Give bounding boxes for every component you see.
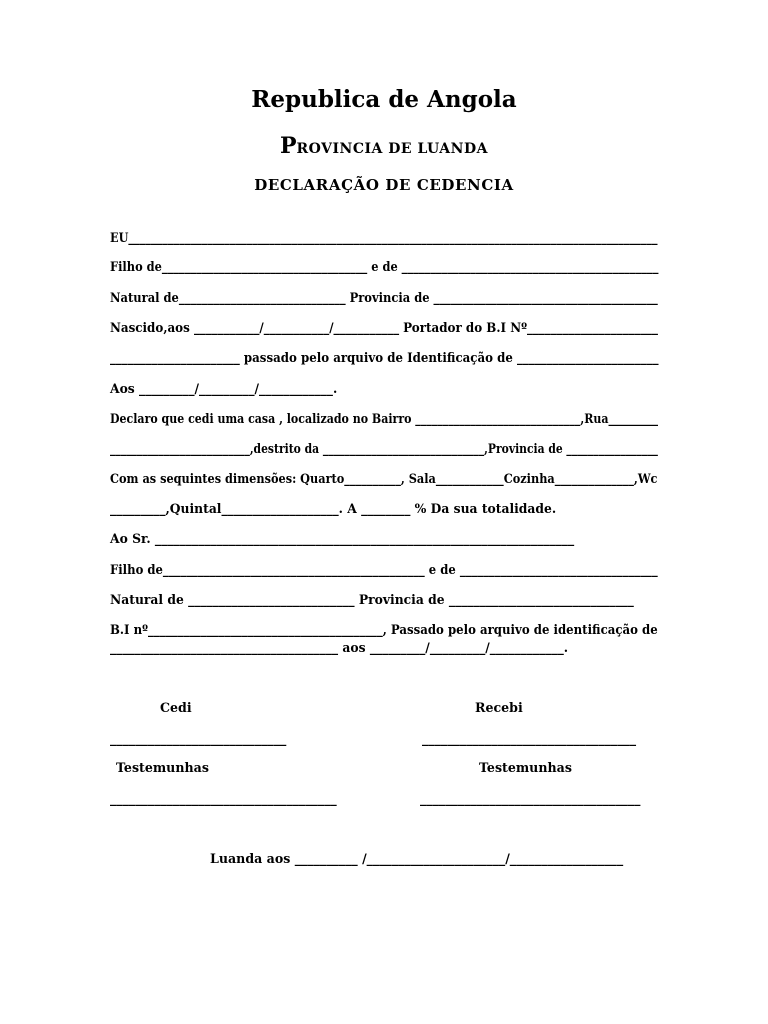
recebi-label: Recebi (475, 700, 523, 715)
form-line-natural-2: Natural de ___________________________ Provincia de ______________________________ (110, 592, 634, 607)
province-rest: ROVINCIA DE LUANDA (296, 141, 488, 157)
form-line-bi-aos: _____________________________________ aos _________/_________/____________. (110, 640, 569, 655)
witness-left-line: ____________________________________ (110, 791, 337, 806)
form-line-filho-2: Filho de_____________________________________________ e de __________________________________ (110, 562, 658, 577)
witness-left-label: Testemunhas (116, 760, 209, 775)
form-line-quintal: _________,Quintal___________________. A ________ % Da sua totalidade. (110, 501, 557, 516)
cedi-label: Cedi (160, 700, 192, 715)
province-initial: P (280, 133, 297, 159)
form-line-filho: Filho de____________________________________ e de _____________________________________________ (110, 259, 659, 274)
form-line-aos: Aos _________/_________/____________. (110, 381, 338, 396)
form-line-destrito: __________________________,destrito da ______________________________,Provincia de _________________ (110, 441, 658, 456)
form-line-dimensoes: Com as sequintes dimensões: Quarto__________, Sala____________Cozinha______________,Wc (110, 471, 658, 486)
province-heading (0, 133, 768, 159)
cedi-signature-line: ____________________________ (110, 731, 287, 746)
witness-right-label: Testemunhas (479, 760, 572, 775)
place-date-line: Luanda aos __________ /______________________/__________________ (210, 851, 624, 866)
form-line-eu: EU______________________________________________________________________________________________ (110, 230, 658, 245)
form-line-bi: B.I nº________________________________________, Passado pelo arquivo de identificação de (110, 622, 658, 637)
recebi-signature-line: __________________________________ (422, 731, 637, 746)
declaration-heading: DECLARAÇÃO DE CEDENCIA (254, 176, 514, 194)
form-line-ao-sr: Ao Sr. ____________________________________________________________________ (110, 531, 575, 546)
document-title: Republica de Angola (251, 86, 517, 113)
form-line-declaro: Declaro que cedi uma casa , localizado no Bairro ______________________________,Rua_________ (110, 411, 659, 426)
form-line-nascido: Nascido,aos ___________/___________/___________ Portador do B.I Nº______________________ (110, 320, 658, 335)
witness-right-line: ___________________________________ (420, 791, 641, 806)
form-line-arquivo: ______________________ passado pelo arquivo de Identificação de ________________________ (110, 350, 659, 365)
form-line-natural: Natural de_____________________________ Provincia de _______________________________________ (110, 290, 658, 305)
